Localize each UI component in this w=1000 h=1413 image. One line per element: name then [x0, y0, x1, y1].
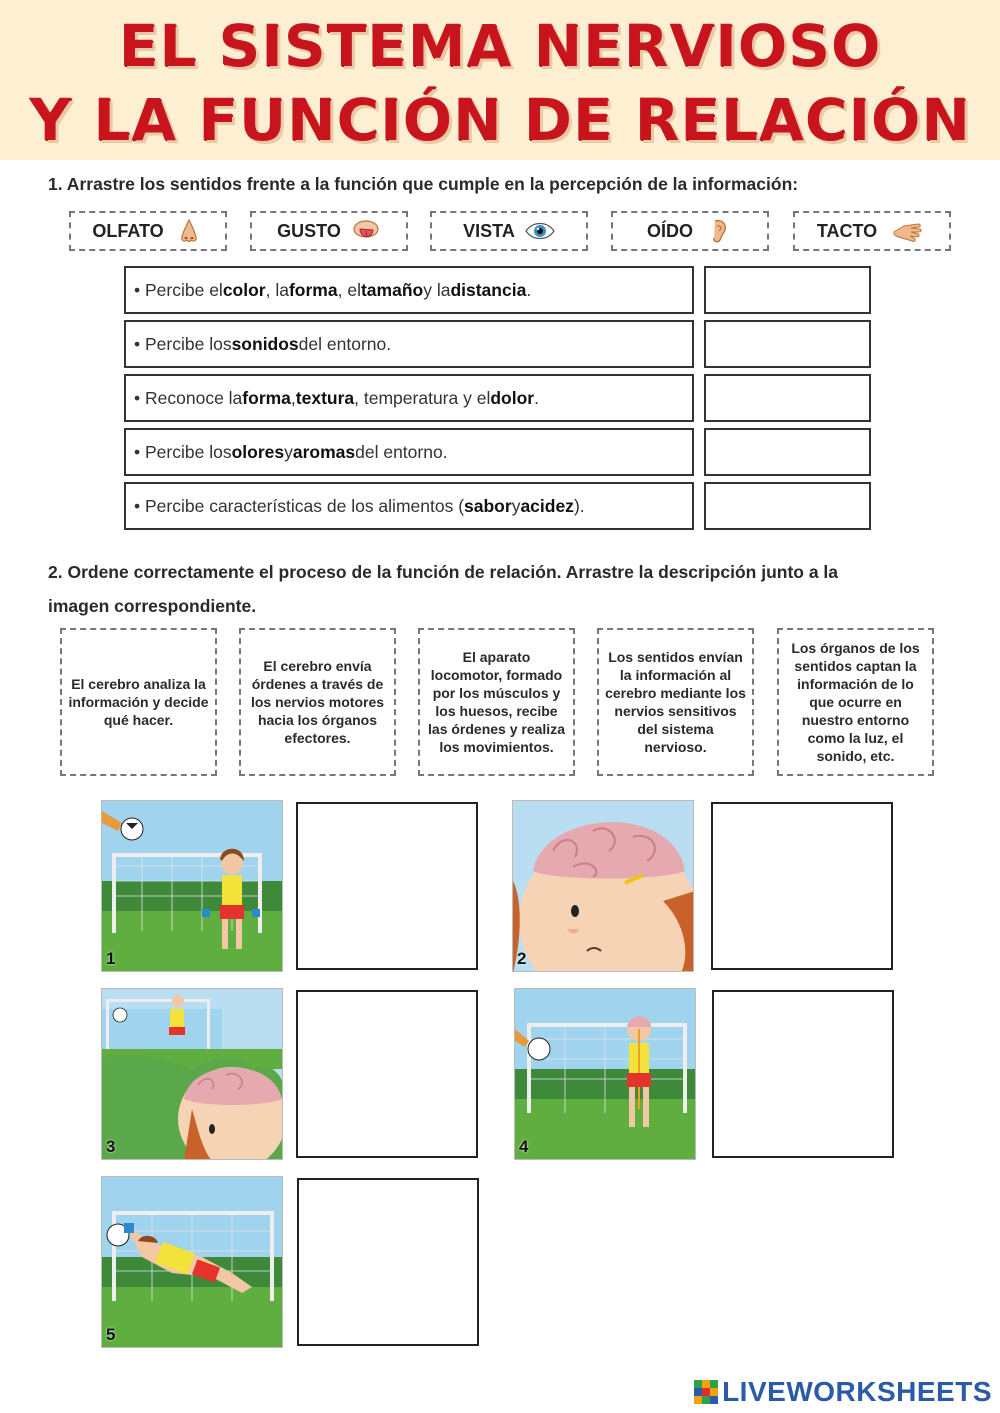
- logo-grid-cell: [710, 1396, 718, 1404]
- statement-keyword: aromas: [292, 441, 356, 462]
- logo-text: LIVEWORKSHEETS: [722, 1376, 992, 1407]
- statement-row-3: [124, 374, 694, 422]
- statement-text: del entorno.: [298, 333, 392, 354]
- drop-box-2[interactable]: [711, 802, 893, 970]
- bullet: •: [134, 441, 145, 462]
- statement-row-4: [124, 428, 694, 476]
- statement-keyword: distancia: [450, 279, 527, 300]
- statement-keyword: forma: [242, 387, 291, 408]
- sense-chip-gusto[interactable]: [250, 211, 408, 251]
- section2-instruction-line-2: imagen correspondiente.: [48, 596, 257, 616]
- drop-box-5[interactable]: [297, 1178, 479, 1346]
- scene-image-3: [101, 988, 283, 1160]
- sense-chip-tacto[interactable]: [793, 211, 951, 251]
- sense-label: TACTO: [816, 220, 878, 241]
- statement-keyword: acidez: [520, 495, 574, 516]
- section2-instruction-line-1: 2. Ordene correctamente el proceso de la función de relación. Arrastre la descripción junto a la: [48, 562, 839, 582]
- logo-grid-cell: [694, 1380, 702, 1388]
- statement-text: del entorno.: [355, 441, 448, 462]
- statement-row-2: [124, 320, 694, 368]
- sense-label: VISTA: [463, 220, 515, 241]
- statement-text: Reconoce la: [145, 387, 243, 408]
- answer-box-2[interactable]: [704, 320, 871, 368]
- process-card-4[interactable]: Los sentidos envían la información al cerebro mediante los nervios sensitivos del sistema nervioso.: [597, 628, 754, 776]
- logo-grid-cell: [702, 1380, 710, 1388]
- page-title-line-1: EL SISTEMA NERVIOSO: [118, 12, 882, 80]
- sense-chip-vista[interactable]: [430, 211, 588, 251]
- drop-box-1[interactable]: [296, 802, 478, 970]
- statement-keyword: olores: [231, 441, 285, 462]
- liveworksheets-logo: [694, 1376, 992, 1408]
- sense-chip-oido[interactable]: [611, 211, 769, 251]
- statement-text: Percibe características de los alimentos (: [145, 495, 465, 516]
- process-card-2[interactable]: El cerebro envía órdenes a través de los nervios motores hacia los órganos efectores.: [239, 628, 396, 776]
- answer-box-5[interactable]: [704, 482, 871, 530]
- statement-text: Percibe los: [145, 441, 232, 462]
- statement-keyword: forma: [288, 279, 338, 300]
- drop-box-3[interactable]: [296, 990, 478, 1158]
- bullet: •: [134, 279, 145, 300]
- logo-grid-cell: [710, 1380, 718, 1388]
- section1-instruction: 1. Arrastre los sentidos frente a la función que cumple en la percepción de la información:: [48, 174, 799, 194]
- sense-label: GUSTO: [277, 220, 341, 241]
- statement-text: y: [511, 495, 521, 516]
- scene-image-5: [101, 1176, 283, 1348]
- sense-chip-olfato[interactable]: [69, 211, 227, 251]
- bullet: •: [134, 495, 145, 516]
- logo-grid-cell: [694, 1388, 702, 1396]
- process-card-3[interactable]: El aparato locomotor, formado por los músculos y los huesos, recibe las órdenes y realiza los movimientos.: [418, 628, 575, 776]
- statement-text: ).: [573, 495, 585, 516]
- drop-box-4[interactable]: [712, 990, 894, 1158]
- answer-box-3[interactable]: [704, 374, 871, 422]
- bullet: •: [134, 333, 145, 354]
- scene-number: 1: [106, 949, 116, 968]
- statement-text: , temperatura y el: [354, 387, 491, 408]
- answer-box-1[interactable]: [704, 266, 871, 314]
- statement-text: ,: [290, 387, 296, 408]
- answer-box-4[interactable]: [704, 428, 871, 476]
- process-card-1[interactable]: El cerebro analiza la información y decide qué hacer.: [60, 628, 217, 776]
- statement-text: Percibe el: [145, 279, 223, 300]
- logo-grid-cell: [694, 1396, 702, 1404]
- scene-image-2: [512, 800, 694, 972]
- statement-keyword: textura: [295, 387, 355, 408]
- page-title-line-2: Y LA FUNCIÓN DE RELACIÓN: [29, 86, 971, 154]
- logo-grid-cell: [702, 1396, 710, 1404]
- statement-text: .: [534, 387, 539, 408]
- scene-image-4: [514, 988, 696, 1160]
- statement-text: , la: [265, 279, 289, 300]
- scene-number: 3: [106, 1137, 116, 1156]
- scene-number: 5: [106, 1325, 116, 1344]
- logo-grid-cell: [702, 1388, 710, 1396]
- scene-image-1: [101, 800, 283, 972]
- statement-keyword: sonidos: [231, 333, 299, 354]
- sense-label: OLFATO: [92, 220, 164, 241]
- hand-icon: [887, 218, 927, 244]
- ear-icon: [703, 218, 733, 244]
- statement-text: y la: [423, 279, 451, 300]
- statement-text: .: [526, 279, 532, 300]
- statement-row-5: [124, 482, 694, 530]
- statement-text: , el: [337, 279, 361, 300]
- logo-grid-cell: [710, 1388, 718, 1396]
- statement-text: Percibe los: [145, 333, 232, 354]
- scene-number: 4: [519, 1137, 529, 1156]
- process-card-5[interactable]: Los órganos de los sentidos captan la información de lo que ocurre en nuestro entorno como la luz, el sonido, etc.: [777, 628, 934, 776]
- statement-keyword: sabor: [464, 495, 512, 516]
- logo-grid-icon: [694, 1380, 718, 1404]
- title-banner: [0, 0, 1000, 160]
- statement-text: y: [284, 441, 293, 462]
- scene-number: 2: [517, 949, 527, 968]
- nose-icon: [174, 218, 204, 244]
- bullet: •: [134, 387, 145, 408]
- statement-row-1: [124, 266, 694, 314]
- statement-keyword: color: [222, 279, 266, 300]
- sense-label: OÍDO: [646, 220, 693, 241]
- statement-keyword: tamaño: [360, 279, 424, 300]
- tongue-icon: [351, 218, 381, 244]
- statement-keyword: dolor: [490, 387, 535, 408]
- eye-icon: [525, 218, 555, 244]
